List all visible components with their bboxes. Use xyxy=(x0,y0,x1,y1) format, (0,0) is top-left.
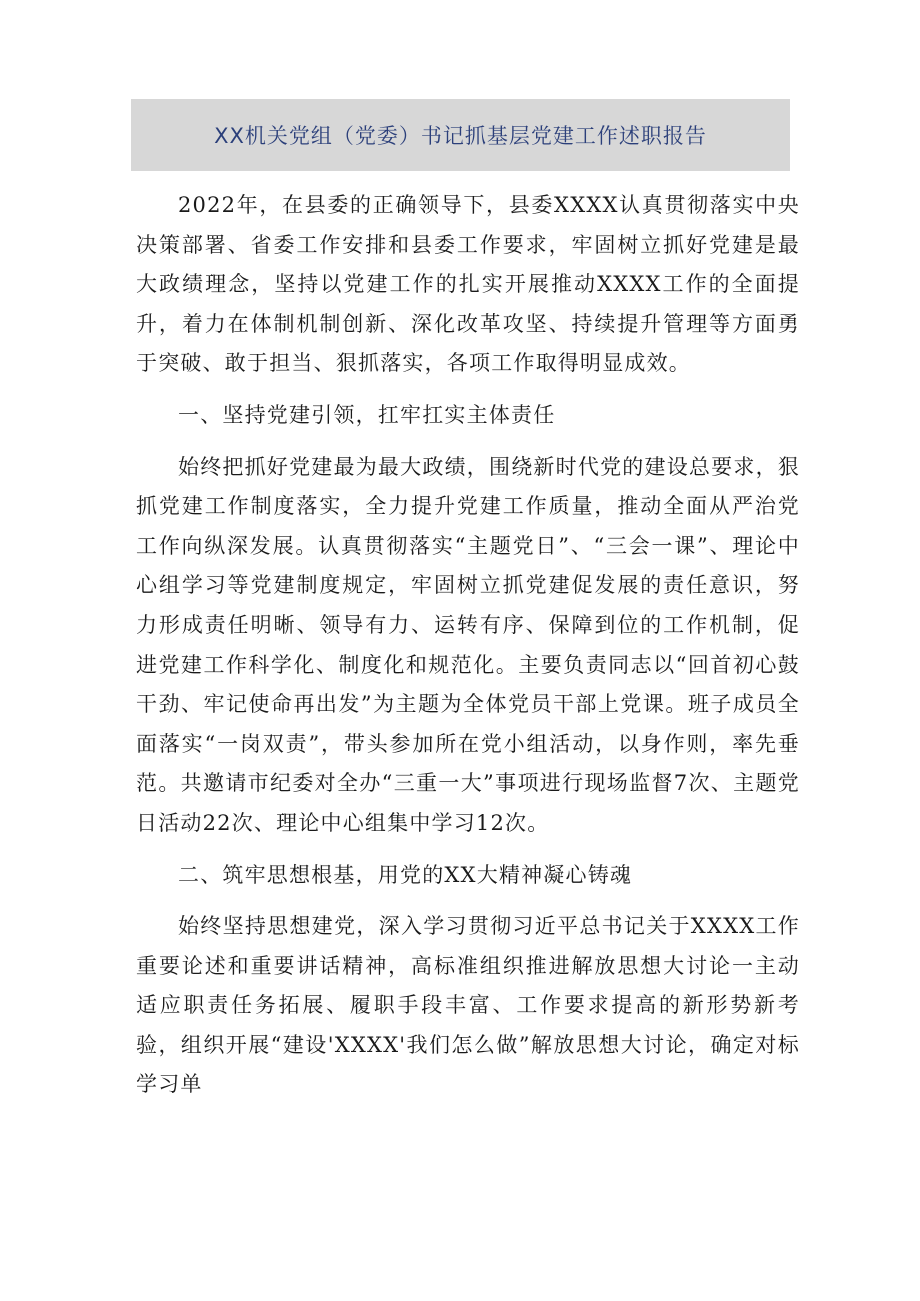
title-banner xyxy=(131,99,790,171)
paragraph-gap xyxy=(136,895,800,907)
paragraph-gap xyxy=(136,384,800,396)
intro-paragraph: 2022年，在县委的正确领导下，县委XXXX认真贯彻落实中央决策部署、省委工作安排和县委工作要求，牢固树立抓好党建是最大政绩理念，坚持以党建工作的扎实开展推动XXXX工作的全面提升，着力在体制机制创新、深化改革攻坚、持续提升管理等方面勇于突破、敢于担当、狠抓落实，各项工作取得明显成效。 xyxy=(136,193,800,376)
paragraph-gap xyxy=(136,436,800,448)
section-1-heading: 一、坚持党建引领，扛牢扛实主体责任 xyxy=(178,402,556,427)
paragraph-gap xyxy=(136,844,800,856)
section-2-paragraph: 始终坚持思想建党，深入学习贯彻习近平总书记关于XXXX工作重要论述和重要讲话精神，高标准组织推进解放思想大讨论一主动适应职责任务拓展、履职手段丰富、工作要求提高的新形势新考验，组织开展“建设'XXXX'我们怎么做”解放思想大讨论，确定对标学习单 xyxy=(136,914,800,1097)
section-2-heading: 二、筑牢思想根基，用党的XX大精神凝心铸魂 xyxy=(178,862,633,887)
section-1-paragraph: 始终把抓好党建最为最大政绩，围绕新时代党的建设总要求，狠抓党建工作制度落实，全力提升党建工作质量，推动全面从严治党工作向纵深发展。认真贯彻落实“主题党日”、“三会一课”、理论中心组学习等党建制度规定，牢固树立抓党建促发展的责任意识，努力形成责任明晰、领导有力、运转有序、保障到位的工作机制，促进党建工作科学化、制度化和规范化。主要负责同志以“回首初心鼓干劲、牢记使命再出发”为主题为全体党员干部上党课。班子成员全面落实“一岗双责”，带头参加所在党小组活动，以身作则，率先垂范。共邀请市纪委对全办“三重一大”事项进行现场监督7次、主题党日活动22次、理论中心组集中学习12次。 xyxy=(136,454,800,835)
document-title: XX机关党组（党委）书记抓基层党建工作述职报告 xyxy=(214,124,707,148)
document-body xyxy=(136,186,800,1105)
